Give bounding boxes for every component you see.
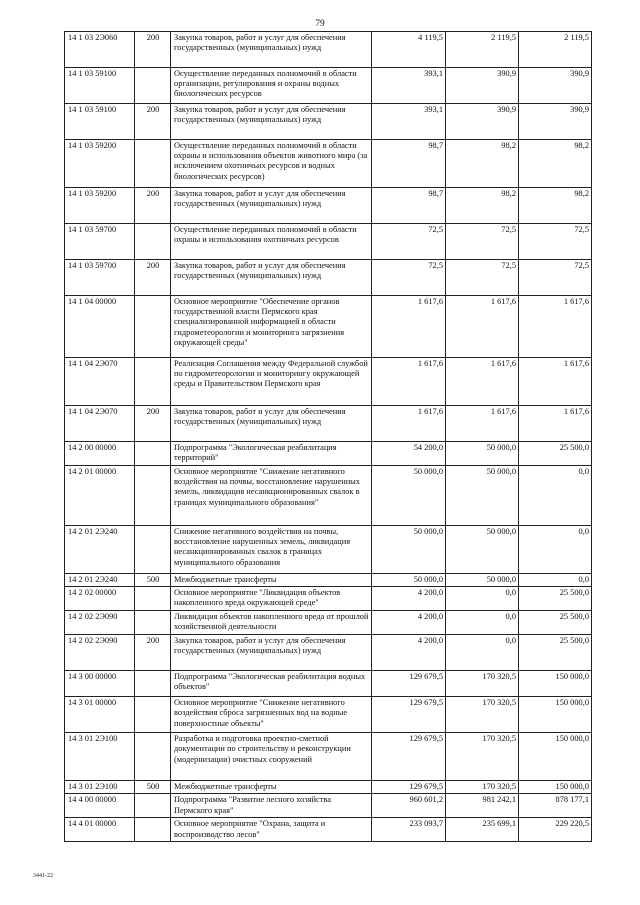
row-value-3: 1 617,6 <box>519 406 592 442</box>
table-row <box>65 466 592 526</box>
row-name: Закупка товаров, работ и услуг для обеспечения государственных (муниципальных) нужд <box>171 32 372 68</box>
row-value-2: 50 000,0 <box>446 574 519 587</box>
row-vr-code: 200 <box>135 104 171 140</box>
row-vr-code: 200 <box>135 260 171 296</box>
budget-table-body <box>65 32 592 842</box>
table-row <box>65 104 592 140</box>
row-value-3: 878 177,1 <box>519 794 592 818</box>
row-name: Межбюджетные трансферты <box>171 781 372 794</box>
row-value-3: 72,5 <box>519 260 592 296</box>
row-vr-code <box>135 224 171 260</box>
row-code: 14 1 04 00000 <box>65 296 135 358</box>
row-value-1: 72,5 <box>372 224 446 260</box>
row-vr-code <box>135 697 171 733</box>
row-code: 14 1 03 59200 <box>65 188 135 224</box>
table-row <box>65 526 592 574</box>
row-code: 14 2 02 00000 <box>65 587 135 611</box>
row-vr-code <box>135 466 171 526</box>
row-value-3: 25 500,0 <box>519 587 592 611</box>
row-vr-code <box>135 733 171 781</box>
row-value-3: 150 000,0 <box>519 671 592 697</box>
row-value-1: 72,5 <box>372 260 446 296</box>
table-row <box>65 671 592 697</box>
table-row <box>65 224 592 260</box>
row-vr-code <box>135 442 171 466</box>
row-code: 14 2 01 2Э240 <box>65 574 135 587</box>
table-row <box>65 140 592 188</box>
row-value-2: 0,0 <box>446 635 519 671</box>
row-code: 14 2 01 2Э240 <box>65 526 135 574</box>
row-value-3: 229 220,5 <box>519 818 592 842</box>
row-code: 14 2 00 00000 <box>65 442 135 466</box>
table-row <box>65 733 592 781</box>
table-row <box>65 794 592 818</box>
table-row <box>65 188 592 224</box>
row-code: 14 2 02 2Э090 <box>65 611 135 635</box>
row-value-2: 72,5 <box>446 224 519 260</box>
table-row <box>65 635 592 671</box>
table-row <box>65 781 592 794</box>
row-value-3: 25 500,0 <box>519 611 592 635</box>
row-value-1: 50 000,0 <box>372 526 446 574</box>
row-value-2: 235 699,1 <box>446 818 519 842</box>
row-code: 14 2 01 00000 <box>65 466 135 526</box>
row-code: 14 4 00 00000 <box>65 794 135 818</box>
row-value-1: 393,1 <box>372 104 446 140</box>
row-name: Основное мероприятие "Ликвидация объектов накопленного вреда окружающей среде" <box>171 587 372 611</box>
row-value-2: 50 000,0 <box>446 526 519 574</box>
row-value-2: 981 242,1 <box>446 794 519 818</box>
table-row <box>65 697 592 733</box>
row-value-1: 129 679,5 <box>372 697 446 733</box>
table-row <box>65 260 592 296</box>
row-name: Закупка товаров, работ и услуг для обеспечения государственных (муниципальных) нужд <box>171 260 372 296</box>
row-value-2: 1 617,6 <box>446 406 519 442</box>
row-vr-code: 500 <box>135 574 171 587</box>
row-value-2: 50 000,0 <box>446 442 519 466</box>
row-value-3: 72,5 <box>519 224 592 260</box>
row-value-3: 390,9 <box>519 68 592 104</box>
row-name: Основное мероприятие "Снижение негативного воздействия на почвы, восстановление нарушенных земель, ликвидация несанкционированных свалок в границах муниципального образования" <box>171 466 372 526</box>
table-row <box>65 358 592 406</box>
row-code: 14 1 03 59100 <box>65 68 135 104</box>
row-vr-code <box>135 140 171 188</box>
row-name: Межбюджетные трансферты <box>171 574 372 587</box>
row-code: 14 3 00 00000 <box>65 671 135 697</box>
row-code: 14 1 04 2Э070 <box>65 358 135 406</box>
budget-table <box>64 31 592 842</box>
row-value-3: 2 119,5 <box>519 32 592 68</box>
row-vr-code <box>135 358 171 406</box>
row-vr-code <box>135 296 171 358</box>
row-value-3: 0,0 <box>519 574 592 587</box>
row-value-1: 1 617,6 <box>372 406 446 442</box>
row-code: 14 3 01 00000 <box>65 697 135 733</box>
row-vr-code: 200 <box>135 635 171 671</box>
row-value-1: 233 093,7 <box>372 818 446 842</box>
table-row <box>65 68 592 104</box>
row-name: Разработка и подготовка проектно-сметной документации по строительству и реконструкции (модернизации) очистных сооружений <box>171 733 372 781</box>
row-name: Основное мероприятие "Обеспечение органов государственной власти Пермского края специализированной информацией в области гидрометеорологии и мониторинга загрязнения окружающей среды" <box>171 296 372 358</box>
table-row <box>65 818 592 842</box>
row-code: 14 1 03 59100 <box>65 104 135 140</box>
row-value-1: 50 000,0 <box>372 466 446 526</box>
row-value-1: 1 617,6 <box>372 296 446 358</box>
row-value-1: 129 679,5 <box>372 671 446 697</box>
row-value-3: 25 500,0 <box>519 635 592 671</box>
row-code: 14 3 01 2Э100 <box>65 781 135 794</box>
row-value-1: 4 200,0 <box>372 587 446 611</box>
row-value-1: 129 679,5 <box>372 733 446 781</box>
row-value-3: 98,2 <box>519 140 592 188</box>
table-row <box>65 32 592 68</box>
row-vr-code <box>135 671 171 697</box>
row-value-3: 150 000,0 <box>519 781 592 794</box>
row-value-2: 72,5 <box>446 260 519 296</box>
row-vr-code <box>135 818 171 842</box>
row-name: Закупка товаров, работ и услуг для обеспечения государственных (муниципальных) нужд <box>171 188 372 224</box>
row-value-1: 54 200,0 <box>372 442 446 466</box>
row-value-2: 390,9 <box>446 68 519 104</box>
table-row <box>65 296 592 358</box>
table-row <box>65 587 592 611</box>
page-number: 79 <box>315 19 325 29</box>
row-value-1: 4 119,5 <box>372 32 446 68</box>
row-value-2: 170 320,5 <box>446 697 519 733</box>
row-vr-code <box>135 68 171 104</box>
footer-code: 3441-22 <box>33 873 53 879</box>
row-vr-code: 200 <box>135 188 171 224</box>
row-name: Подпрограмма "Экологическая реабилитация территорий" <box>171 442 372 466</box>
row-value-2: 0,0 <box>446 611 519 635</box>
row-name: Основное мероприятие "Снижение негативного воздействия сброса загрязненных вод на водные поверхностные объекты" <box>171 697 372 733</box>
row-name: Основное мероприятие "Охрана, защита и воспроизводство лесов" <box>171 818 372 842</box>
row-value-3: 1 617,6 <box>519 296 592 358</box>
row-value-2: 0,0 <box>446 587 519 611</box>
table-row <box>65 611 592 635</box>
row-value-2: 1 617,6 <box>446 296 519 358</box>
row-name: Подпрограмма "Экологическая реабилитация водных объектов" <box>171 671 372 697</box>
row-code: 14 1 03 59200 <box>65 140 135 188</box>
row-value-2: 170 320,5 <box>446 733 519 781</box>
row-value-3: 1 617,6 <box>519 358 592 406</box>
row-name: Снижение негативного воздействия на почвы, восстановление нарушенных земель, ликвидация несанкционированных свалок в границах муниципального образования <box>171 526 372 574</box>
row-code: 14 2 02 2Э090 <box>65 635 135 671</box>
row-vr-code: 200 <box>135 32 171 68</box>
row-code: 14 1 03 59700 <box>65 224 135 260</box>
row-value-3: 150 000,0 <box>519 733 592 781</box>
row-value-3: 0,0 <box>519 466 592 526</box>
row-value-1: 50 000,0 <box>372 574 446 587</box>
row-value-1: 4 200,0 <box>372 611 446 635</box>
row-name: Осуществление переданных полномочий в области организации, регулирования и охраны водных биологических ресурсов <box>171 68 372 104</box>
row-name: Осуществление переданных полномочий в области охраны и использования объектов животного мира (за исключением охотничьих ресурсов и водных биологических ресурсов) <box>171 140 372 188</box>
row-name: Осуществление переданных полномочий в области охраны и использования охотничьих ресурсов <box>171 224 372 260</box>
row-vr-code <box>135 587 171 611</box>
row-code: 14 1 04 2Э070 <box>65 406 135 442</box>
row-code: 14 1 03 59700 <box>65 260 135 296</box>
row-name: Реализация Соглашения между Федеральной службой по гидрометеорологии и мониторингу окружающей среды и Правительством Пермского края <box>171 358 372 406</box>
row-vr-code <box>135 794 171 818</box>
row-value-3: 390,9 <box>519 104 592 140</box>
table-row <box>65 442 592 466</box>
table-row <box>65 574 592 587</box>
row-value-1: 4 200,0 <box>372 635 446 671</box>
row-value-2: 1 617,6 <box>446 358 519 406</box>
row-value-1: 393,1 <box>372 68 446 104</box>
row-value-1: 98,7 <box>372 140 446 188</box>
row-value-3: 150 000,0 <box>519 697 592 733</box>
row-value-2: 98,2 <box>446 140 519 188</box>
row-name: Закупка товаров, работ и услуг для обеспечения государственных (муниципальных) нужд <box>171 406 372 442</box>
row-vr-code: 200 <box>135 406 171 442</box>
row-value-2: 390,9 <box>446 104 519 140</box>
row-name: Подпрограмма "Развитие лесного хозяйства Пермского края" <box>171 794 372 818</box>
row-name: Ликвидация объектов накопленного вреда от прошлой хозяйственной деятельности <box>171 611 372 635</box>
row-vr-code <box>135 611 171 635</box>
row-name: Закупка товаров, работ и услуг для обеспечения государственных (муниципальных) нужд <box>171 635 372 671</box>
row-value-3: 0,0 <box>519 526 592 574</box>
row-value-1: 98,7 <box>372 188 446 224</box>
row-value-2: 170 320,5 <box>446 781 519 794</box>
row-code: 14 1 03 2Э060 <box>65 32 135 68</box>
row-code: 14 3 01 2Э100 <box>65 733 135 781</box>
row-value-2: 98,2 <box>446 188 519 224</box>
row-vr-code <box>135 526 171 574</box>
row-value-1: 960 601,2 <box>372 794 446 818</box>
row-vr-code: 500 <box>135 781 171 794</box>
row-value-3: 98,2 <box>519 188 592 224</box>
row-value-2: 2 119,5 <box>446 32 519 68</box>
row-name: Закупка товаров, работ и услуг для обеспечения государственных (муниципальных) нужд <box>171 104 372 140</box>
row-value-2: 170 320,5 <box>446 671 519 697</box>
row-value-1: 129 679,5 <box>372 781 446 794</box>
row-value-1: 1 617,6 <box>372 358 446 406</box>
row-code: 14 4 01 00000 <box>65 818 135 842</box>
row-value-3: 25 500,0 <box>519 442 592 466</box>
table-row <box>65 406 592 442</box>
row-value-2: 50 000,0 <box>446 466 519 526</box>
